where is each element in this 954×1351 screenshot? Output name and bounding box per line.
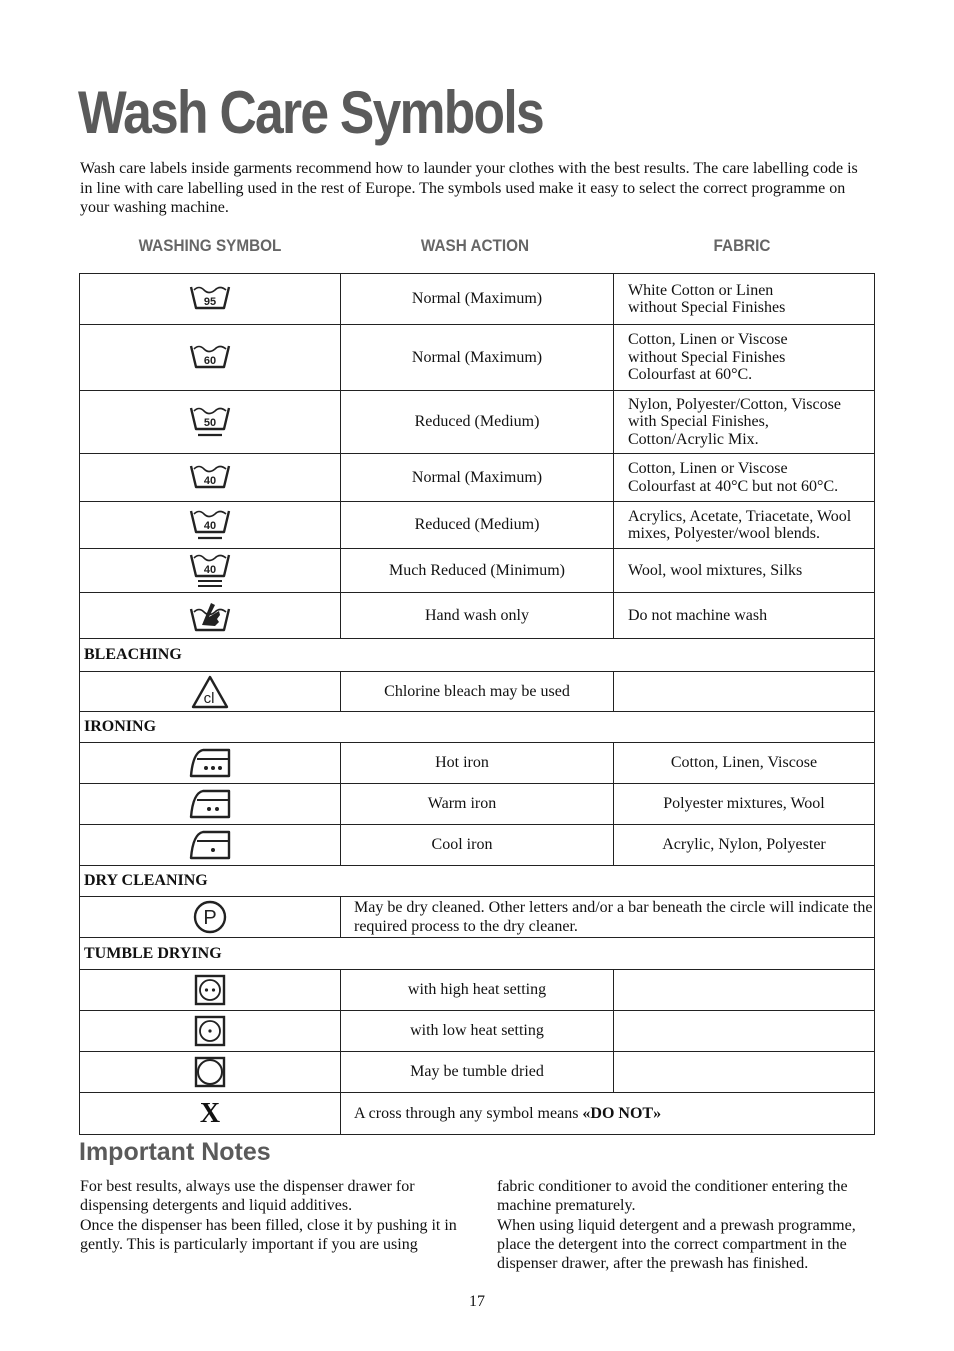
- wash-action-cell: Normal (Maximum): [341, 454, 614, 501]
- symbol-cell: [80, 274, 341, 324]
- hand-wash-icon: [189, 599, 231, 633]
- wash-action-cell: Warm iron: [341, 784, 614, 824]
- wash-action-cell: Cool iron: [341, 825, 614, 865]
- fabric-line: without Special Finishes: [628, 348, 786, 366]
- wash-action-cell: Normal (Maximum): [341, 325, 614, 390]
- fabric-cell: [614, 593, 874, 638]
- wash-action-cell: Hot iron: [341, 743, 614, 783]
- symbol-cell: [80, 1052, 341, 1092]
- notes-right-column: [497, 1177, 882, 1273]
- table-row: [80, 1011, 874, 1052]
- table-row: [80, 454, 874, 502]
- page-title: Wash Care Symbols: [78, 79, 543, 146]
- section-bleaching: [80, 639, 874, 672]
- fabric-cell: [614, 549, 874, 592]
- table-row: [80, 970, 874, 1011]
- wash-action-cell: Normal (Maximum): [341, 274, 614, 324]
- fabric-line: Cotton, Linen or Viscose: [628, 331, 788, 349]
- symbol-cell: [80, 1093, 341, 1134]
- dry-clean-letter: P: [203, 907, 217, 929]
- symbol-cell: [80, 897, 341, 937]
- section-tumble-drying: [80, 938, 874, 970]
- fabric-line: Acrylics, Acetate, Triacetate, Wool: [628, 507, 852, 525]
- section-dry-cleaning: [80, 866, 874, 897]
- wash-temp-label: 40: [203, 520, 217, 532]
- wash-tub-40-icon: [189, 463, 231, 493]
- tumble-dry-icon: [194, 1056, 226, 1088]
- table-row: [80, 325, 874, 391]
- wash-action-cell: Reduced (Medium): [341, 391, 614, 453]
- table-row: [80, 391, 874, 454]
- wash-action-cell: Chlorine bleach may be used: [341, 672, 614, 711]
- table-row: [80, 1052, 874, 1093]
- symbol-cell: [80, 454, 341, 501]
- intro-paragraph: Wash care labels inside garments recommend how to launder your clothes with the best results. The care labelling code is in line with care labelling used in the rest of Europe. The symbols used make it easy to select the correct programme on your washing machine.: [80, 160, 858, 216]
- symbol-cell: [80, 549, 341, 592]
- wash-action-cell: Much Reduced (Minimum): [341, 549, 614, 592]
- symbol-cell: [80, 970, 341, 1010]
- notes-paragraph: When using liquid detergent and a prewash programme, place the detergent into the correct compartment in the dispenser drawer, after the prewash has finished.: [497, 1216, 856, 1273]
- notes-paragraph: Once the dispenser has been filled, close it by pushing it in gently. This is particularly important if you are using: [80, 1216, 457, 1253]
- fabric-cell: [614, 672, 874, 711]
- fabric-line: White Cotton or Linen: [628, 281, 774, 299]
- header-wash-action: WASH ACTION: [420, 236, 530, 255]
- iron-one-dot-icon: [189, 829, 231, 861]
- table-row: [80, 274, 874, 325]
- table-row: [80, 743, 874, 784]
- notes-paragraph: For best results, always use the dispenser drawer for dispensing detergents and liquid additives.: [80, 1178, 415, 1215]
- symbol-cell: [80, 325, 341, 390]
- svg-text:cl: cl: [203, 689, 215, 707]
- tumble-dry-low-icon: [194, 1015, 226, 1047]
- wash-tub-50-bar-icon: [189, 405, 231, 439]
- fabric-cell: [614, 274, 874, 324]
- fabric-line: Cotton, Linen or Viscose: [628, 460, 788, 477]
- wash-action-cell: Reduced (Medium): [341, 502, 614, 548]
- fabric-cell: [614, 502, 874, 548]
- wash-tub-40-double-bar-icon: [189, 552, 231, 590]
- dry-clean-p-icon: [192, 899, 228, 935]
- wash-action-cell: Hand wash only: [341, 593, 614, 638]
- symbol-cell: [80, 391, 341, 453]
- wash-temp-label: 95: [203, 296, 217, 308]
- section-label: TUMBLE DRYING: [84, 944, 222, 962]
- symbol-cell: [80, 593, 341, 638]
- table-row: [80, 549, 874, 593]
- symbol-cell: [80, 825, 341, 865]
- page-number: 17: [469, 1293, 485, 1310]
- header-washing-symbol: WASHING SYMBOL: [138, 236, 282, 255]
- wash-temp-label: 40: [203, 474, 217, 487]
- fabric-cell: Polyester mixtures, Wool: [663, 795, 825, 813]
- fabric-cell: [614, 454, 874, 501]
- table-row: [80, 502, 874, 549]
- table-row: [80, 1093, 874, 1134]
- table-row: [80, 784, 874, 825]
- wash-temp-label: 40: [203, 563, 217, 576]
- iron-two-dots-icon: [189, 788, 231, 820]
- symbol-cell: [80, 743, 341, 783]
- fabric-cell: [614, 325, 874, 390]
- fabric-line: mixes, Polyester/wool blends.: [628, 525, 820, 542]
- wash-action-cell: with low heat setting: [341, 1011, 614, 1051]
- table-row: [80, 825, 874, 866]
- wash-action-cell: with high heat setting: [341, 970, 614, 1010]
- fabric-line: Wool, wool mixtures, Silks: [628, 561, 803, 579]
- dry-clean-text-cell: May be dry cleaned. Other letters and/or a bar beneath the circle will indicate the required process to the dry cleaner.: [354, 899, 873, 935]
- notes-paragraph: fabric conditioner to avoid the conditioner entering the machine prematurely.: [497, 1178, 848, 1215]
- wash-tub-95-icon: [189, 284, 231, 314]
- wash-temp-label: 50: [203, 417, 217, 429]
- symbol-cell: [80, 672, 341, 711]
- header-fabric: FABRIC: [713, 236, 771, 255]
- fabric-line: Do not machine wash: [628, 606, 768, 624]
- wash-tub-40-bar-icon: [189, 508, 231, 542]
- cross-text-cell: [341, 1093, 874, 1134]
- fabric-line: Colourfast at 40°C but not 60°C.: [628, 477, 839, 495]
- fabric-line: without Special Finishes: [628, 299, 786, 316]
- wash-temp-label: 60: [203, 354, 217, 367]
- wash-action-cell: May be tumble dried: [341, 1052, 614, 1092]
- section-label: DRY CLEANING: [84, 872, 208, 889]
- fabric-line: with Special Finishes,: [628, 413, 769, 431]
- cross-text: A cross through any symbol means: [354, 1105, 583, 1122]
- notes-title: Important Notes: [79, 1138, 271, 1166]
- care-symbol-table: [79, 273, 875, 1135]
- symbol-cell: [80, 1011, 341, 1051]
- tumble-dry-high-icon: [194, 974, 226, 1006]
- do-not-label: «DO NOT»: [582, 1105, 662, 1122]
- fabric-cell: Cotton, Linen, Viscose: [670, 754, 818, 772]
- notes-left-column: [80, 1177, 465, 1254]
- fabric-cell: Acrylic, Nylon, Polyester: [662, 836, 826, 854]
- fabric-line: Nylon, Polyester/Cotton, Viscose: [628, 395, 841, 413]
- table-row: [80, 672, 874, 712]
- wash-tub-60-icon: [189, 343, 231, 373]
- symbol-cell: [80, 502, 341, 548]
- fabric-line: Cotton/Acrylic Mix.: [628, 430, 759, 448]
- chlorine-bleach-icon: [191, 675, 229, 709]
- table-row: [80, 897, 874, 938]
- fabric-cell: [614, 1011, 874, 1051]
- section-ironing: [80, 712, 874, 743]
- iron-three-dots-icon: [189, 747, 231, 779]
- fabric-cell: [614, 391, 874, 453]
- fabric-cell: [614, 970, 874, 1010]
- section-label: IRONING: [84, 718, 157, 735]
- section-label: BLEACHING: [84, 646, 182, 663]
- symbol-cell: [80, 784, 341, 824]
- fabric-cell: [614, 1052, 874, 1092]
- table-row: [80, 593, 874, 639]
- fabric-line: Colourfast at 60°C.: [628, 366, 753, 384]
- cross-icon: X: [199, 1097, 221, 1129]
